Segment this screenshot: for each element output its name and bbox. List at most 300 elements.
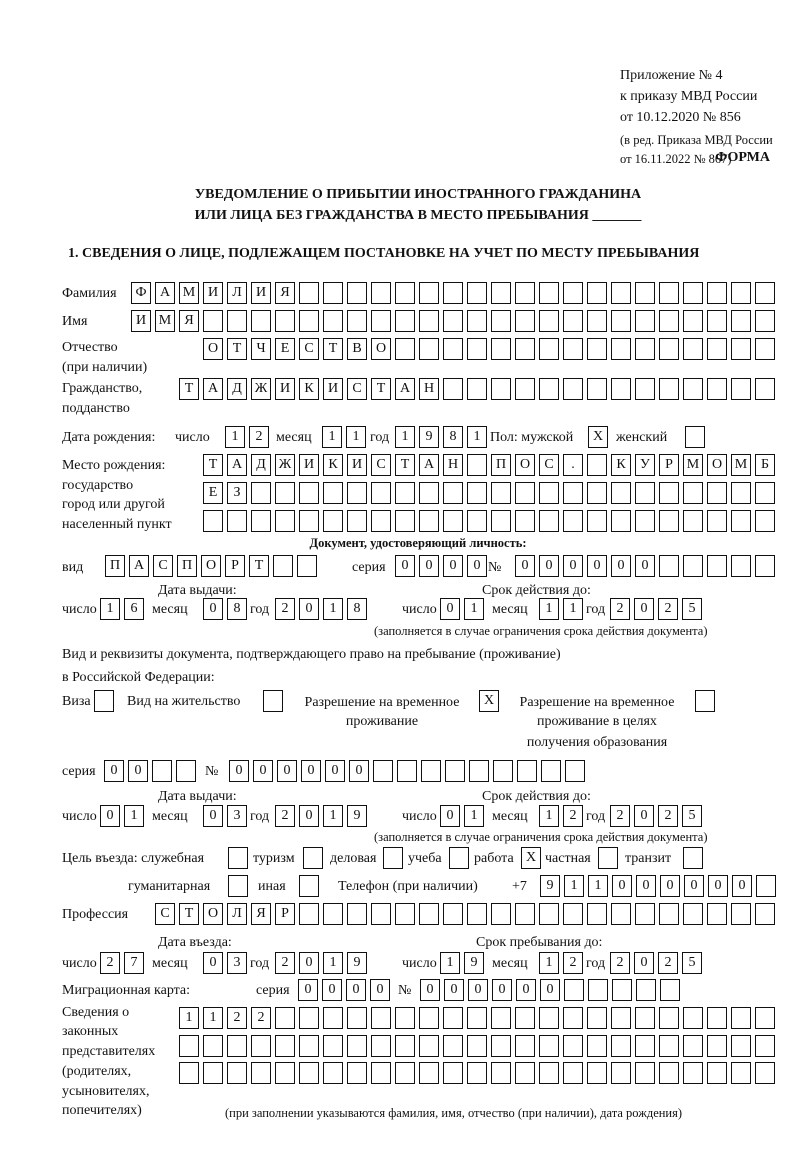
mc-series-box[interactable]: 0 [322, 979, 342, 1001]
stay-issue-year-box[interactable]: 9 [347, 805, 367, 827]
name-box[interactable] [467, 310, 487, 332]
id-valid-month-box[interactable]: 1 [539, 598, 559, 620]
id-kind-box[interactable]: П [105, 555, 125, 577]
reps-1-box[interactable] [467, 1007, 487, 1029]
reps-3-box[interactable] [299, 1062, 319, 1084]
stay-number-box[interactable] [421, 760, 441, 782]
reps-3-box[interactable] [371, 1062, 391, 1084]
surname-box[interactable] [515, 282, 535, 304]
name-box[interactable] [227, 310, 247, 332]
id-series-box[interactable]: 0 [467, 555, 487, 577]
stay-number-box[interactable] [517, 760, 537, 782]
name-box[interactable] [635, 310, 655, 332]
citizenship-box[interactable]: Т [371, 378, 391, 400]
profession-box[interactable] [539, 903, 559, 925]
reps-1-box[interactable] [707, 1007, 727, 1029]
id-valid-year-box[interactable]: 0 [634, 598, 654, 620]
birth-place-1-box[interactable]: П [491, 454, 511, 476]
reps-1-box[interactable] [395, 1007, 415, 1029]
birth-place-2-box[interactable] [491, 482, 511, 504]
reps-3-box[interactable] [731, 1062, 751, 1084]
profession-box[interactable] [323, 903, 343, 925]
name-box[interactable] [395, 310, 415, 332]
patronymic-box[interactable] [707, 338, 727, 360]
stay-valid-year-box[interactable]: 5 [682, 805, 702, 827]
reps-2-box[interactable] [539, 1035, 559, 1057]
phone-box[interactable]: 0 [708, 875, 728, 897]
birth-place-3-box[interactable] [251, 510, 271, 532]
birth-place-1-box[interactable]: С [371, 454, 391, 476]
birth-place-2-box[interactable] [611, 482, 631, 504]
surname-box[interactable]: И [203, 282, 223, 304]
birth-year-box[interactable]: 9 [419, 426, 439, 448]
purpose-transit-box[interactable] [683, 847, 703, 869]
birth-place-2-box[interactable] [635, 482, 655, 504]
purpose-humanitarian-box[interactable] [228, 875, 248, 897]
name-box[interactable] [515, 310, 535, 332]
surname-box[interactable] [443, 282, 463, 304]
id-number-box[interactable]: 0 [587, 555, 607, 577]
reps-2-box[interactable] [707, 1035, 727, 1057]
mc-number-box[interactable] [636, 979, 656, 1001]
stay-until-month-box[interactable]: 1 [539, 952, 559, 974]
birth-place-1-box[interactable]: Б [755, 454, 775, 476]
phone-box[interactable]: 9 [540, 875, 560, 897]
stay-number-box[interactable]: 0 [253, 760, 273, 782]
birth-place-1-box[interactable] [467, 454, 487, 476]
citizenship-box[interactable]: И [275, 378, 295, 400]
reps-1-box[interactable]: 1 [179, 1007, 199, 1029]
patronymic-box[interactable] [731, 338, 751, 360]
patronymic-box[interactable] [659, 338, 679, 360]
patronymic-box[interactable] [515, 338, 535, 360]
reps-3-box[interactable] [539, 1062, 559, 1084]
reps-2-box[interactable] [491, 1035, 511, 1057]
birth-place-3-box[interactable] [515, 510, 535, 532]
reps-1-box[interactable] [635, 1007, 655, 1029]
profession-box[interactable] [371, 903, 391, 925]
birth-place-2-box[interactable] [659, 482, 679, 504]
patronymic-box[interactable]: В [347, 338, 367, 360]
reps-2-box[interactable] [251, 1035, 271, 1057]
id-kind-box[interactable]: О [201, 555, 221, 577]
phone-box[interactable]: 0 [684, 875, 704, 897]
reps-3-box[interactable] [707, 1062, 727, 1084]
profession-box[interactable] [755, 903, 775, 925]
stay-issue-day-box[interactable]: 1 [124, 805, 144, 827]
citizenship-box[interactable] [683, 378, 703, 400]
birth-year-box[interactable]: 1 [395, 426, 415, 448]
profession-box[interactable] [419, 903, 439, 925]
birth-place-2-box[interactable] [443, 482, 463, 504]
reps-3-box[interactable] [443, 1062, 463, 1084]
citizenship-box[interactable]: А [203, 378, 223, 400]
reps-1-box[interactable] [491, 1007, 511, 1029]
id-issue-day-box[interactable]: 1 [100, 598, 120, 620]
citizenship-box[interactable]: К [299, 378, 319, 400]
birth-place-3-box[interactable] [731, 510, 751, 532]
birth-place-1-box[interactable]: Р [659, 454, 679, 476]
citizenship-box[interactable] [443, 378, 463, 400]
id-number-box[interactable]: 0 [515, 555, 535, 577]
stay-until-month-box[interactable]: 2 [563, 952, 583, 974]
birth-place-2-box[interactable]: Е [203, 482, 223, 504]
citizenship-box[interactable] [755, 378, 775, 400]
id-issue-day-box[interactable]: 6 [124, 598, 144, 620]
stay-number-box[interactable] [397, 760, 417, 782]
sex-female-box[interactable] [685, 426, 705, 448]
name-box[interactable] [707, 310, 727, 332]
mc-number-box[interactable] [612, 979, 632, 1001]
patronymic-box[interactable]: Е [275, 338, 295, 360]
profession-box[interactable] [563, 903, 583, 925]
reps-3-box[interactable] [323, 1062, 343, 1084]
patronymic-box[interactable]: Т [227, 338, 247, 360]
citizenship-box[interactable] [611, 378, 631, 400]
profession-box[interactable]: С [155, 903, 175, 925]
surname-box[interactable] [419, 282, 439, 304]
birth-place-1-box[interactable] [587, 454, 607, 476]
stay-issue-month-box[interactable]: 0 [203, 805, 223, 827]
birth-place-2-box[interactable] [323, 482, 343, 504]
patronymic-box[interactable] [467, 338, 487, 360]
mc-number-box[interactable]: 0 [444, 979, 464, 1001]
birth-place-3-box[interactable] [755, 510, 775, 532]
birth-place-2-box[interactable] [515, 482, 535, 504]
reps-2-box[interactable] [179, 1035, 199, 1057]
entry-year-box[interactable]: 2 [275, 952, 295, 974]
id-valid-year-box[interactable]: 2 [658, 598, 678, 620]
patronymic-box[interactable] [611, 338, 631, 360]
surname-box[interactable] [347, 282, 367, 304]
birth-place-3-box[interactable] [611, 510, 631, 532]
name-box[interactable]: Я [179, 310, 199, 332]
entry-day-box[interactable]: 2 [100, 952, 120, 974]
surname-box[interactable] [659, 282, 679, 304]
reps-3-box[interactable] [635, 1062, 655, 1084]
surname-box[interactable] [683, 282, 703, 304]
surname-box[interactable] [371, 282, 391, 304]
birth-place-2-box[interactable] [731, 482, 751, 504]
citizenship-box[interactable] [635, 378, 655, 400]
residence-box[interactable] [263, 690, 283, 712]
id-number-box[interactable]: 0 [539, 555, 559, 577]
name-box[interactable] [251, 310, 271, 332]
birth-place-2-box[interactable] [299, 482, 319, 504]
id-number-box[interactable] [731, 555, 751, 577]
reps-1-box[interactable] [659, 1007, 679, 1029]
birth-place-1-box[interactable]: И [347, 454, 367, 476]
citizenship-box[interactable]: Д [227, 378, 247, 400]
id-valid-day-box[interactable]: 1 [464, 598, 484, 620]
profession-box[interactable] [443, 903, 463, 925]
name-box[interactable] [731, 310, 751, 332]
entry-month-box[interactable]: 3 [227, 952, 247, 974]
reps-1-box[interactable] [275, 1007, 295, 1029]
reps-2-box[interactable] [683, 1035, 703, 1057]
id-valid-month-box[interactable]: 1 [563, 598, 583, 620]
name-box[interactable] [323, 310, 343, 332]
reps-1-box[interactable] [515, 1007, 535, 1029]
profession-box[interactable] [491, 903, 511, 925]
id-series-box[interactable]: 0 [443, 555, 463, 577]
stay-number-box[interactable]: 0 [325, 760, 345, 782]
mc-number-box[interactable]: 0 [420, 979, 440, 1001]
surname-box[interactable]: М [179, 282, 199, 304]
citizenship-box[interactable] [731, 378, 751, 400]
name-box[interactable] [755, 310, 775, 332]
purpose-other-box[interactable] [299, 875, 319, 897]
stay-until-day-box[interactable]: 1 [440, 952, 460, 974]
stay-issue-year-box[interactable]: 2 [275, 805, 295, 827]
patronymic-box[interactable] [755, 338, 775, 360]
reps-3-box[interactable] [659, 1062, 679, 1084]
birth-place-3-box[interactable] [683, 510, 703, 532]
birth-place-3-box[interactable] [275, 510, 295, 532]
birth-place-1-box[interactable]: Т [395, 454, 415, 476]
reps-2-box[interactable] [323, 1035, 343, 1057]
patronymic-box[interactable] [395, 338, 415, 360]
citizenship-box[interactable] [563, 378, 583, 400]
surname-box[interactable]: Л [227, 282, 247, 304]
birth-place-3-box[interactable] [491, 510, 511, 532]
visa-box[interactable] [94, 690, 114, 712]
reps-3-box[interactable] [203, 1062, 223, 1084]
reps-3-box[interactable] [755, 1062, 775, 1084]
id-series-box[interactable]: 0 [419, 555, 439, 577]
phone-box[interactable] [756, 875, 776, 897]
id-kind-box[interactable]: П [177, 555, 197, 577]
stay-issue-year-box[interactable]: 0 [299, 805, 319, 827]
id-issue-month-box[interactable]: 8 [227, 598, 247, 620]
birth-place-3-box[interactable] [299, 510, 319, 532]
name-box[interactable] [371, 310, 391, 332]
patronymic-box[interactable] [587, 338, 607, 360]
name-box[interactable]: И [131, 310, 151, 332]
citizenship-box[interactable] [587, 378, 607, 400]
stay-valid-year-box[interactable]: 0 [634, 805, 654, 827]
reps-2-box[interactable] [731, 1035, 751, 1057]
birth-place-3-box[interactable] [347, 510, 367, 532]
birth-place-3-box[interactable] [323, 510, 343, 532]
stay-valid-month-box[interactable]: 1 [539, 805, 559, 827]
id-kind-box[interactable]: С [153, 555, 173, 577]
profession-box[interactable] [299, 903, 319, 925]
id-issue-year-box[interactable]: 8 [347, 598, 367, 620]
patronymic-box[interactable] [563, 338, 583, 360]
reps-1-box[interactable] [611, 1007, 631, 1029]
reps-3-box[interactable] [251, 1062, 271, 1084]
name-box[interactable] [347, 310, 367, 332]
name-box[interactable] [539, 310, 559, 332]
stay-valid-day-box[interactable]: 0 [440, 805, 460, 827]
birth-month-box[interactable]: 1 [322, 426, 342, 448]
birth-place-1-box[interactable]: . [563, 454, 583, 476]
profession-box[interactable]: Т [179, 903, 199, 925]
reps-1-box[interactable] [299, 1007, 319, 1029]
reps-2-box[interactable] [227, 1035, 247, 1057]
entry-month-box[interactable]: 0 [203, 952, 223, 974]
entry-day-box[interactable]: 7 [124, 952, 144, 974]
phone-box[interactable]: 0 [612, 875, 632, 897]
patronymic-box[interactable]: Ч [251, 338, 271, 360]
id-valid-year-box[interactable]: 2 [610, 598, 630, 620]
surname-box[interactable] [299, 282, 319, 304]
entry-year-box[interactable]: 9 [347, 952, 367, 974]
reps-2-box[interactable] [563, 1035, 583, 1057]
id-kind-box[interactable] [273, 555, 293, 577]
reps-3-box[interactable] [179, 1062, 199, 1084]
phone-box[interactable]: 0 [636, 875, 656, 897]
surname-box[interactable] [635, 282, 655, 304]
sex-male-box[interactable]: X [588, 426, 608, 448]
mc-series-box[interactable]: 0 [346, 979, 366, 1001]
stay-until-year-box[interactable]: 2 [610, 952, 630, 974]
birth-place-1-box[interactable]: М [683, 454, 703, 476]
profession-box[interactable] [659, 903, 679, 925]
stay-number-box[interactable] [373, 760, 393, 782]
reps-2-box[interactable] [587, 1035, 607, 1057]
mc-number-box[interactable] [660, 979, 680, 1001]
name-box[interactable] [683, 310, 703, 332]
birth-place-1-box[interactable]: Т [203, 454, 223, 476]
birth-place-1-box[interactable]: О [707, 454, 727, 476]
birth-place-3-box[interactable] [563, 510, 583, 532]
reps-2-box[interactable] [443, 1035, 463, 1057]
patronymic-box[interactable]: О [371, 338, 391, 360]
citizenship-box[interactable]: И [323, 378, 343, 400]
reps-1-box[interactable] [683, 1007, 703, 1029]
birth-place-1-box[interactable]: О [515, 454, 535, 476]
patronymic-box[interactable]: Т [323, 338, 343, 360]
surname-box[interactable] [323, 282, 343, 304]
surname-box[interactable]: А [155, 282, 175, 304]
purpose-service-box[interactable] [228, 847, 248, 869]
citizenship-box[interactable]: Ж [251, 378, 271, 400]
reps-2-box[interactable] [611, 1035, 631, 1057]
name-box[interactable] [563, 310, 583, 332]
profession-box[interactable] [707, 903, 727, 925]
reps-2-box[interactable] [755, 1035, 775, 1057]
purpose-tourism-box[interactable] [303, 847, 323, 869]
purpose-work-box[interactable]: X [521, 847, 541, 869]
id-issue-year-box[interactable]: 2 [275, 598, 295, 620]
reps-2-box[interactable] [299, 1035, 319, 1057]
stay-series-box[interactable]: 0 [128, 760, 148, 782]
birth-place-2-box[interactable] [683, 482, 703, 504]
mc-series-box[interactable]: 0 [370, 979, 390, 1001]
reps-3-box[interactable] [563, 1062, 583, 1084]
reps-1-box[interactable] [539, 1007, 559, 1029]
stay-valid-day-box[interactable]: 1 [464, 805, 484, 827]
id-number-box[interactable]: 0 [635, 555, 655, 577]
birth-year-box[interactable]: 1 [467, 426, 487, 448]
name-box[interactable]: М [155, 310, 175, 332]
purpose-study-box[interactable] [449, 847, 469, 869]
stay-number-box[interactable]: 0 [349, 760, 369, 782]
stay-number-box[interactable]: 0 [277, 760, 297, 782]
birth-place-2-box[interactable] [587, 482, 607, 504]
birth-place-3-box[interactable] [539, 510, 559, 532]
stay-number-box[interactable] [445, 760, 465, 782]
reps-3-box[interactable] [611, 1062, 631, 1084]
reps-1-box[interactable] [587, 1007, 607, 1029]
reps-1-box[interactable] [347, 1007, 367, 1029]
citizenship-box[interactable] [707, 378, 727, 400]
name-box[interactable] [443, 310, 463, 332]
surname-box[interactable]: Ф [131, 282, 151, 304]
reps-2-box[interactable] [659, 1035, 679, 1057]
purpose-business-box[interactable] [383, 847, 403, 869]
reps-3-box[interactable] [683, 1062, 703, 1084]
stay-until-year-box[interactable]: 2 [658, 952, 678, 974]
reps-1-box[interactable] [323, 1007, 343, 1029]
surname-box[interactable] [707, 282, 727, 304]
reps-1-box[interactable]: 1 [203, 1007, 223, 1029]
surname-box[interactable]: Я [275, 282, 295, 304]
stay-number-box[interactable] [565, 760, 585, 782]
birth-place-2-box[interactable] [563, 482, 583, 504]
reps-3-box[interactable] [227, 1062, 247, 1084]
mc-number-box[interactable]: 0 [492, 979, 512, 1001]
stay-issue-year-box[interactable]: 1 [323, 805, 343, 827]
patronymic-box[interactable]: О [203, 338, 223, 360]
reps-2-box[interactable] [635, 1035, 655, 1057]
birth-place-1-box[interactable]: А [227, 454, 247, 476]
phone-box[interactable]: 0 [660, 875, 680, 897]
birth-place-3-box[interactable] [227, 510, 247, 532]
stay-number-box[interactable]: 0 [301, 760, 321, 782]
reps-1-box[interactable]: 2 [227, 1007, 247, 1029]
purpose-private-box[interactable] [598, 847, 618, 869]
birth-place-1-box[interactable]: У [635, 454, 655, 476]
citizenship-box[interactable] [491, 378, 511, 400]
reps-2-box[interactable] [347, 1035, 367, 1057]
birth-place-1-box[interactable]: Д [251, 454, 271, 476]
stay-series-box[interactable] [176, 760, 196, 782]
stay-valid-month-box[interactable]: 2 [563, 805, 583, 827]
reps-3-box[interactable] [419, 1062, 439, 1084]
birth-place-1-box[interactable]: Н [443, 454, 463, 476]
birth-year-box[interactable]: 8 [443, 426, 463, 448]
citizenship-box[interactable] [659, 378, 679, 400]
id-issue-month-box[interactable]: 0 [203, 598, 223, 620]
birth-place-2-box[interactable] [275, 482, 295, 504]
reps-3-box[interactable] [491, 1062, 511, 1084]
mc-series-box[interactable]: 0 [298, 979, 318, 1001]
stay-until-year-box[interactable]: 0 [634, 952, 654, 974]
citizenship-box[interactable]: С [347, 378, 367, 400]
patronymic-box[interactable] [443, 338, 463, 360]
stay-issue-day-box[interactable]: 0 [100, 805, 120, 827]
trp-edu-box[interactable] [695, 690, 715, 712]
mc-number-box[interactable]: 0 [516, 979, 536, 1001]
citizenship-box[interactable] [515, 378, 535, 400]
id-issue-year-box[interactable]: 1 [323, 598, 343, 620]
birth-place-2-box[interactable]: З [227, 482, 247, 504]
id-number-box[interactable] [659, 555, 679, 577]
stay-until-year-box[interactable]: 5 [682, 952, 702, 974]
id-kind-box[interactable] [297, 555, 317, 577]
birth-place-3-box[interactable] [467, 510, 487, 532]
patronymic-box[interactable] [491, 338, 511, 360]
citizenship-box[interactable] [539, 378, 559, 400]
reps-1-box[interactable] [443, 1007, 463, 1029]
phone-box[interactable]: 1 [564, 875, 584, 897]
birth-place-1-box[interactable]: А [419, 454, 439, 476]
birth-place-2-box[interactable] [467, 482, 487, 504]
reps-2-box[interactable] [371, 1035, 391, 1057]
